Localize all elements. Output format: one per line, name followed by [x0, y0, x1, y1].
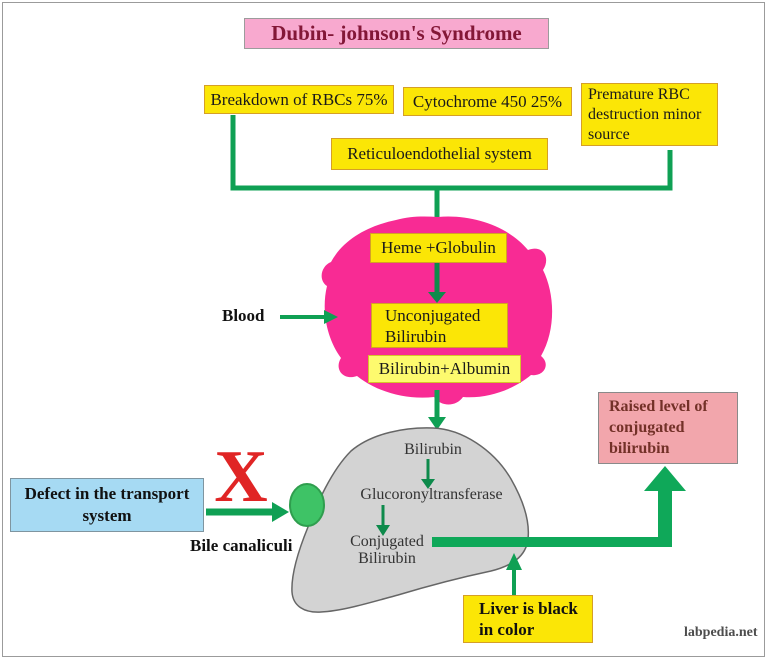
raised-level-arrowhead	[644, 466, 686, 491]
reticuloendothelial-box: Reticuloendothelial system	[331, 138, 548, 170]
bilirubin-albumin-box: Bilirubin+Albumin	[368, 355, 521, 383]
bile-canaliculi-label: Bile canaliculi	[190, 536, 293, 555]
unconjugated-bilirubin-box: Unconjugated Bilirubin	[371, 303, 508, 348]
site-watermark: labpedia.net	[684, 625, 758, 640]
glucoronyltransferase-label: Glucoronyltransferase	[360, 486, 503, 503]
blockage-x-mark: X	[214, 436, 268, 518]
raised-conjugated-bilirubin-box: Raised level of conjugated bilirubin	[598, 392, 738, 464]
conjugated-bilirubin-label: Conjugated Bilirubin	[350, 533, 424, 567]
diagram-title: Dubin- johnson's Syndrome	[244, 18, 549, 49]
liver-black-box: Liver is black in color	[463, 595, 593, 643]
connector-vertical-bar	[658, 489, 672, 547]
liver-bilirubin-label: Bilirubin	[404, 441, 462, 458]
blood-label: Blood	[222, 306, 265, 325]
premature-rbc-box: Premature RBC destruction minor source	[581, 83, 718, 146]
bile-canaliculi-circle	[290, 484, 324, 526]
transport-defect-box: Defect in the transport system	[10, 478, 204, 532]
connector-horizontal-bar	[432, 537, 672, 547]
heme-globulin-box: Heme +Globulin	[370, 233, 507, 263]
cytochrome-box: Cytochrome 450 25%	[403, 87, 572, 116]
defect-arrowhead	[272, 502, 289, 522]
breakdown-rbcs-box: Breakdown of RBCs 75%	[204, 85, 394, 114]
